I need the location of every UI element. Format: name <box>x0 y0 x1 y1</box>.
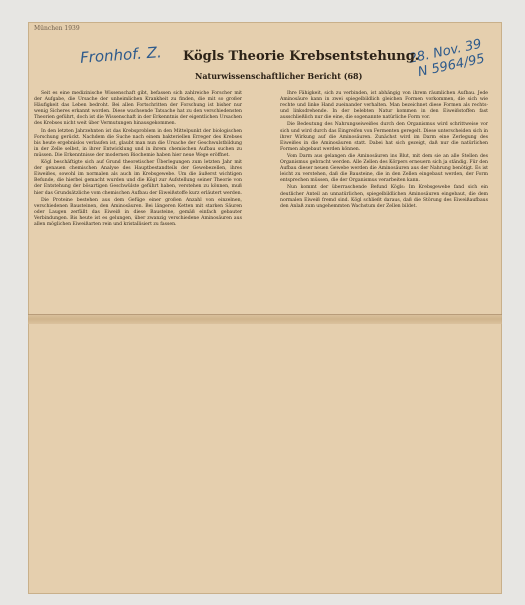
article-title: Kögls Theorie Krebsentstehung. <box>183 49 420 64</box>
paragraph: Seit es eine medizinische Wissenschaft gibt, befassen sich zahlreiche Forscher mit der Aufgabe, die Ursache der unheimlichen Krankheit zu finden, die mit so großer Häufigkeit das Leben bedroht. Bei allen Fortschritten der Forschung ist bisher nur wenig Sicheres erkannt worden. Diese wachsende Tatsache hat zu den verschiedensten Theorien geführt, doch ist die Wissenschaft in der Erkenntnis der eigentlichen Ursachen des Krebses nicht weit über Vermutungen hinausgekommen. <box>34 91 242 127</box>
paragraph: Die Bedeutung des Nahrungseiweißes durch den Organismus wird schrittweise vor sich und wird durch das Eingreifen von Fermenten geregelt. Diese unterscheiden sich in ihrer Wirkung auf die Aminosäuren. Zunächst wird im Darm eine Zerlegung des Eiweißes in die Aminosäuren statt. Dabei hat sich gezeigt, daß nur die natürlichen Formen abgebaut werden können. <box>280 122 488 152</box>
article-subtitle: Naturwissenschaftlicher Bericht (68) <box>195 71 363 81</box>
paragraph: Ihre Fähigkeit, sich zu verbinden, ist abhängig von ihrem räumlichen Aufbau. Jede Aminosäure kann in zwei spiegelbildlich gleichen Formen vorkommen, die sich wie rechte und linke Hand zueinander verhalten. Man bezeichnet diese Formen als rechts- und linksdrehende. In der belebten Natur kommen in den Eiweißstoffen fast ausschließlich nur die eine, die sogenannte natürliche Form vor. <box>280 91 488 121</box>
clipping-date: München 1939 <box>34 25 80 32</box>
article-column-left <box>34 91 242 229</box>
paragraph: Die Proteine bestehen aus dem Gefüge einer großen Anzahl von einzelnen, verschiedenen Bausteinen, den Aminosäuren. Bei längeren Ketten mit starken Säuren oder Laugen zerfällt das Eiweiß in diese Bausteine, gemäß einfach gebauter Verbindungen. Bis heute ist es gelungen, über zwanzig verschiedene Aminosäuren aus allen möglichen Eiweißarten rein und kristallisiert zu fassen. <box>34 197 242 227</box>
newspaper-clipping <box>28 22 502 594</box>
fold-line <box>28 314 502 319</box>
handwritten-note-left: Fronhof. Z. <box>79 43 163 67</box>
article-column-right <box>280 91 488 211</box>
paragraph: Kögl beschäftigte sich auf Grund theoretischer Überlegungen zum letzten Jahr mit der genauen chemischen Analyse des Hauptbestandteils der Gewebezellen, ihres Eiweißes, sowohl im normalen als auch im Krebsgewebe. Um die äußerst wichtigen Befunde, die hierbei gemacht wurden und die Kögl zur Aufstellung seiner Theorie von der Entstehung der bösartigen Geschwülste geführt haben, verstehen zu können, muß hier das Grundsätzliche vom chemischen Aufbau der Eiweißstoffe kurz erläutert werden. <box>34 160 243 196</box>
paragraph: Nun kommt der überraschende Befund Kögls: Im Krebsgewebe fand sich ein deutlicher Anteil an unnatürlichen, spiegelbildlichen Aminosäuren eingebaut, die dem normalen Eiweiß fremd sind. Kögl schließt daraus, daß die Störung des Eiweißaufbaus den Anlaß zum ungehemmten Wachstum der Zellen bildet. <box>280 185 488 209</box>
paragraph: Vom Darm aus gelangen die Aminosäuren ins Blut, mit dem sie an alle Stellen des Organismus gebracht werden. Alle Zellen des Körpers erneuern sich ja ständig. Für den Aufbau dieser neuen Gewebe werden die Aminosäuren aus der Nahrung benötigt. Es ist leicht zu verstehen, daß die Bausteine, die in den Zellen eingebaut werden, der Form entsprechen müssen, die der Organismus verarbeiten kann. <box>280 153 488 184</box>
handwritten-note-right: 28. Nov. 39 N 5964/95 <box>407 36 487 81</box>
paragraph: In den letzten Jahrzehnten ist das Krebsproblem in den Mittelpunkt der biologischen Forschung gerückt. Nachdem die Suche nach einem bakteriellen Erreger des Krebses bis heute ergebnislos verlaufen ist, glaubt man nun die Ursache der Geschwulstbildung in der Zelle selbst, in ihrer Entwicklung und in ihrem chemischen Aufbau suchen zu müssen. Die Erkenntnisse der modernen Biochemie haben hier neue Wege eröffnet. <box>34 128 242 158</box>
